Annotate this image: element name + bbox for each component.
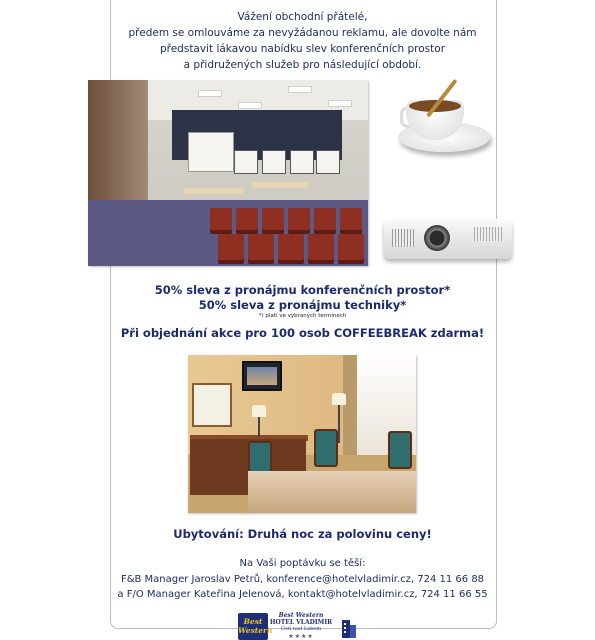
table [252, 182, 308, 188]
lamp-pole [338, 403, 340, 443]
contact-fo-manager: a F/O Manager Kateřina Jelenová, kontakt@hotelvladimir.cz, 724 11 66 55 [117, 589, 488, 600]
ceiling-light [288, 86, 312, 93]
hotel-stars: ★★★★ [288, 633, 314, 640]
hotel-room-photo [188, 355, 416, 513]
projector-lens [424, 225, 450, 251]
armchair [388, 431, 412, 469]
mirror [192, 383, 232, 427]
window [234, 150, 258, 174]
discount-footnote: *) platí ve vybraných termínech [258, 313, 347, 319]
chair [278, 234, 304, 264]
contact-block [110, 556, 495, 603]
chair [338, 234, 364, 264]
contact-intro: Na Vaši poptávku se těší: [239, 558, 366, 569]
ceiling-light [328, 100, 352, 107]
chair [314, 208, 336, 234]
chair [218, 234, 244, 264]
intro-text [110, 9, 495, 73]
conference-room-photo [88, 80, 368, 266]
tv [242, 361, 282, 391]
chair [262, 208, 284, 234]
window [316, 150, 340, 174]
lamp [332, 393, 346, 405]
building-icon [338, 616, 360, 638]
chair [288, 208, 310, 234]
lamp [252, 405, 266, 417]
ceiling-light [238, 102, 262, 109]
coffeebreak-offer: Při objednání akce pro 100 osob COFFEEBREAK zdarma! [120, 326, 485, 340]
whiteboard [188, 132, 234, 172]
discount-conference: 50% sleva z pronájmu konferenčních prostor* [154, 283, 451, 297]
bed [248, 471, 416, 513]
accommodation-offer: Ubytování: Druhá noc za polovinu ceny! [173, 527, 432, 541]
chair [210, 208, 232, 234]
greeting: Vážení obchodní přátelé, [237, 11, 368, 23]
projector-vent [474, 227, 502, 241]
coffee-cup-image [396, 80, 506, 180]
intro-line-3: představit lákavou nabídku slev konferenčních prostor [159, 43, 446, 55]
projector-vent [392, 229, 414, 247]
table [184, 188, 244, 194]
intro-line-2: předem se omlouváme za nevyžádanou reklamu, ale dovolte nám [128, 27, 477, 39]
projector-image [384, 211, 514, 263]
hotel-name-logo [268, 612, 334, 640]
chair [248, 234, 274, 264]
discount-technology: 50% sleva z pronájmu techniky* [198, 298, 407, 312]
armchair [314, 429, 338, 467]
hotel-brand: Best Western [278, 612, 324, 619]
logo-word-western: Western [238, 626, 273, 635]
chair [236, 208, 258, 234]
contact-fb-manager: F&B Manager Jaroslav Petrů, konference@hotelvladimir.cz, 724 11 66 88 [120, 573, 485, 585]
window [290, 150, 314, 174]
tv-screen [247, 367, 277, 385]
chair [340, 208, 362, 234]
hotel-name: HOTEL VLADIMIR [269, 619, 333, 626]
intro-line-4: a přidružených služeb pro následující období. [183, 59, 422, 71]
chair [308, 234, 334, 264]
best-western-logo [238, 613, 273, 640]
window [262, 150, 286, 174]
ceiling-light [198, 90, 222, 97]
logo-word-best: Best [243, 617, 263, 626]
hotel-city: Ústí nad Labem [280, 626, 322, 632]
